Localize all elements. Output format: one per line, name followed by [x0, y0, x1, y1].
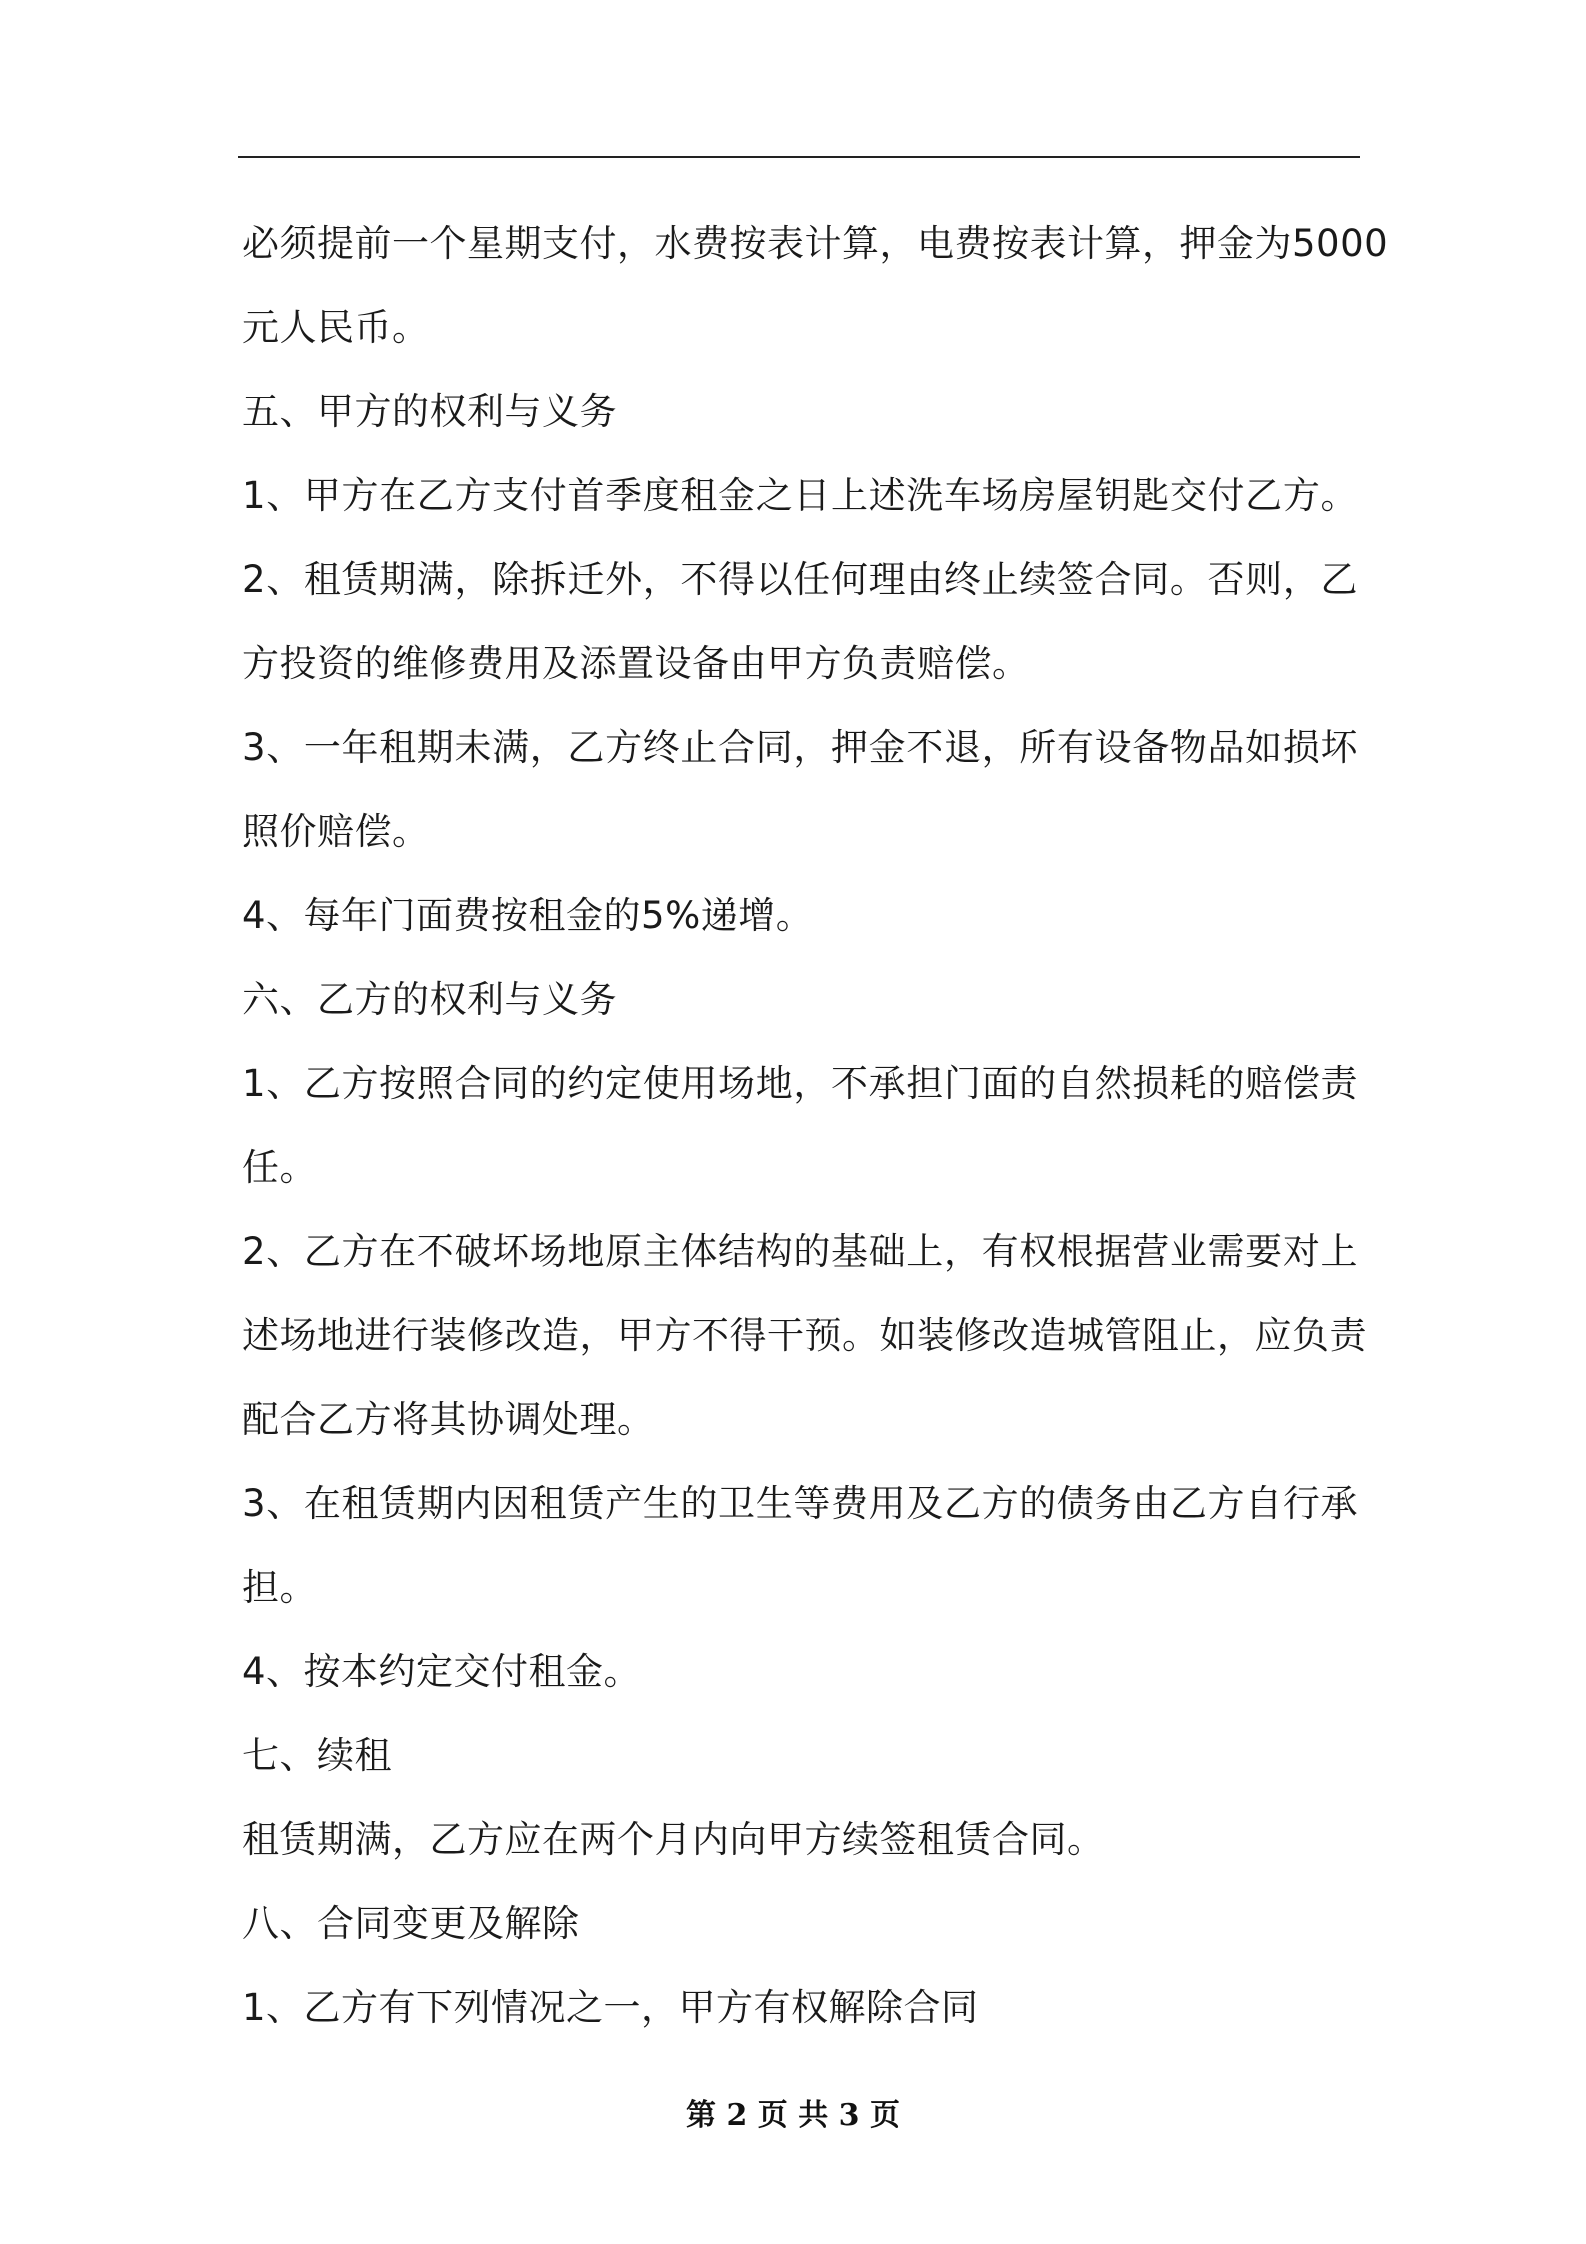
text-line: 1、甲方在乙方支付首季度租金之日上述洗车场房屋钥匙交付乙方。	[242, 474, 1358, 517]
section-heading: 七、续租	[242, 1734, 392, 1777]
text-line: 3、在租赁期内因租赁产生的卫生等费用及乙方的债务由乙方自行承	[242, 1482, 1358, 1525]
text-line: 必须提前一个星期支付，水费按表计算，电费按表计算，押金为5000	[242, 222, 1389, 265]
text-line: 4、每年门面费按租金的5%递增。	[242, 894, 814, 937]
document-body	[242, 202, 1389, 2050]
text-line: 配合乙方将其协调处理。	[242, 1398, 655, 1441]
text-line: 1、乙方按照合同的约定使用场地，不承担门面的自然损耗的赔偿责	[242, 1062, 1358, 1105]
text-line: 2、租赁期满，除拆迁外，不得以任何理由终止续签合同。否则，乙	[242, 558, 1358, 601]
text-line: 4、按本约定交付租金。	[242, 1650, 642, 1693]
section-heading: 八、合同变更及解除	[242, 1902, 580, 1945]
text-line: 元人民币。	[242, 306, 430, 349]
text-line: 方投资的维修费用及添置设备由甲方负责赔偿。	[242, 642, 1030, 685]
text-line: 租赁期满，乙方应在两个月内向甲方续签租赁合同。	[242, 1818, 1105, 1861]
text-line: 任。	[242, 1146, 317, 1189]
text-line: 担。	[242, 1566, 317, 1609]
page-number-footer: 第 2 页 共 3 页	[686, 2098, 900, 2133]
section-heading: 六、乙方的权利与义务	[242, 978, 617, 1021]
text-line: 照价赔偿。	[242, 810, 430, 853]
text-line: 3、一年租期未满，乙方终止合同，押金不退，所有设备物品如损坏	[242, 726, 1358, 769]
section-heading: 五、甲方的权利与义务	[242, 390, 617, 433]
header-divider	[238, 156, 1360, 158]
text-line: 1、乙方有下列情况之一，甲方有权解除合同	[242, 1986, 979, 2029]
text-line: 述场地进行装修改造，甲方不得干预。如装修改造城管阻止，应负责	[242, 1314, 1367, 1357]
text-line: 2、乙方在不破坏场地原主体结构的基础上，有权根据营业需要对上	[242, 1230, 1358, 1273]
